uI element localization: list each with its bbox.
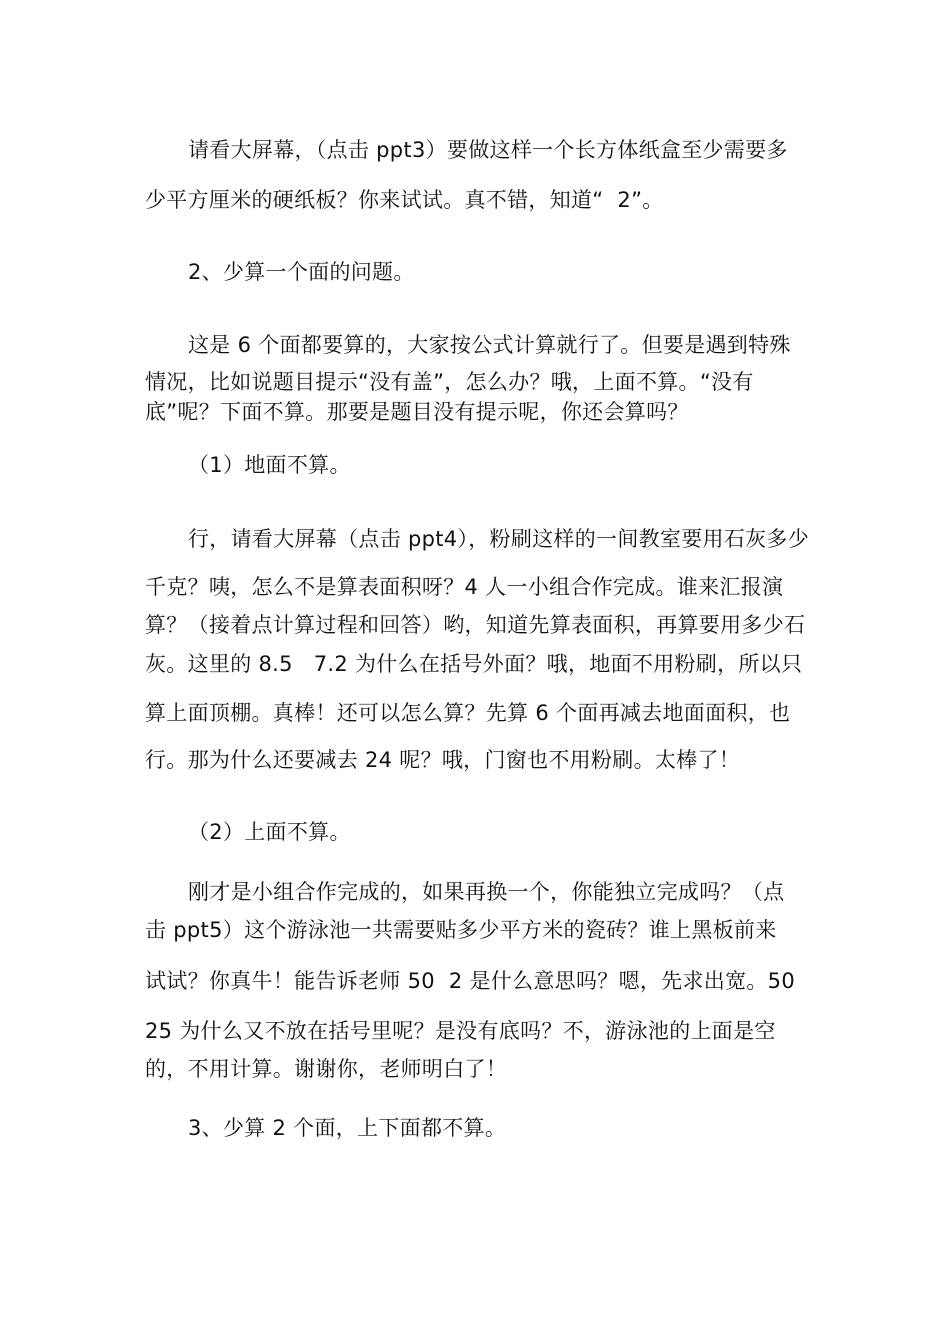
paragraph-line: 行。那为什么还要减去 24 呢？哦，门窗也不用粉刷。太棒了！ (145, 748, 741, 772)
subsection-heading: （1）地面不算。 (188, 453, 351, 477)
paragraph-line: 千克？咦，怎么不是算表面积呀？4 人一小组合作完成。谁来汇报演 (145, 575, 784, 599)
paragraph-line: 行，请看大屏幕（点击 ppt4），粉刷这样的一间教室要用石灰多少 (188, 527, 810, 551)
paragraph-line: 这是 6 个面都要算的，大家按公式计算就行了。但要是遇到特殊 (188, 333, 791, 357)
section-heading: 3、少算 2 个面，上下面都不算。 (188, 1116, 507, 1140)
paragraph-line: 算？（接着点计算过程和回答）哟，知道先算表面积，再算要用多少石 (145, 613, 806, 637)
paragraph-line: 少平方厘米的硬纸板？你来试试。真不错，知道“ 2”。 (145, 188, 664, 212)
paragraph-line: 底”呢？下面不算。那要是题目没有提示呢，你还会算吗？ (145, 400, 689, 424)
paragraph-line: 试试？你真牛！能告诉老师 50 2 是什么意思吗？嗯，先求出宽。50 (145, 969, 796, 993)
paragraph-line: 算上面顶棚。真棒！还可以怎么算？先算 6 个面再减去地面面积，也 (145, 701, 791, 725)
paragraph-line: 情况，比如说题目提示“没有盖”，怎么办？哦，上面不算。“没有 (145, 370, 754, 394)
paragraph-line: 的，不用计算。谢谢你，老师明白了！ (145, 1057, 508, 1081)
paragraph-line: 25 为什么又不放在括号里呢？是没有底吗？不，游泳池的上面是空 (145, 1019, 776, 1043)
subsection-heading: （2）上面不算。 (188, 820, 351, 844)
section-heading: 2、少算一个面的问题。 (188, 260, 415, 284)
paragraph-line: 请看大屏幕，（点击 ppt3）要做这样一个长方体纸盒至少需要多 (188, 138, 788, 162)
paragraph-line: 灰。这里的 8.5 7.2 为什么在括号外面？哦，地面不用粉刷，所以只 (145, 652, 803, 676)
paragraph-line: 击 ppt5）这个游泳池一共需要贴多少平方米的瓷砖？谁上黑板前来 (145, 918, 777, 942)
paragraph-line: 刚才是小组合作完成的，如果再换一个，你能独立完成吗？（点 (188, 880, 785, 904)
